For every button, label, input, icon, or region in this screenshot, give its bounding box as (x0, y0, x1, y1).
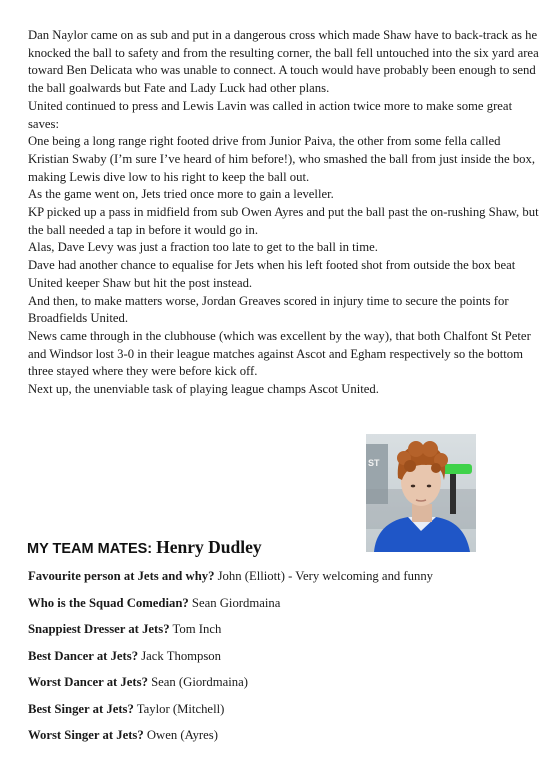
qa-answer: John (Elliott) - Very welcoming and funny (217, 569, 434, 583)
qa-question: Best Dancer at Jets? (28, 649, 139, 663)
report-paragraph: Dave had another chance to equalise for Jets when his left footed shot from outside the box beat United keeper Shaw but hit the post instead. (28, 258, 516, 290)
qa-answer: Owen (Ayres) (146, 728, 218, 742)
svg-text:ST: ST (368, 458, 380, 468)
match-report (28, 27, 543, 399)
player-name: Henry Dudley (156, 537, 262, 557)
qa-question: Favourite person at Jets and why? (28, 569, 215, 583)
qa-question: Worst Singer at Jets? (28, 728, 144, 742)
qa-answer: Sean Giordmaina (191, 596, 281, 610)
qa-answer: Sean (Giordmaina) (151, 675, 248, 689)
qa-question: Worst Dancer at Jets? (28, 675, 148, 689)
report-paragraph: One being a long range right footed drive from Junior Paiva, the other from some fella called Kristian Swaby (I’m sure I’ve heard of him before!), who smashed the ball from just inside the box, making Lewis dive low to his right to keep the ball out. (28, 134, 536, 184)
qa-item (28, 728, 218, 743)
report-paragraph: United continued to press and Lewis Lavin was called in action twice more to make some great saves: (28, 98, 513, 131)
qa-item (28, 622, 221, 637)
player-photo-illustration (366, 434, 476, 552)
qa-item (28, 569, 433, 584)
team-mates-heading (27, 537, 262, 558)
qa-question: Who is the Squad Comedian? (28, 596, 189, 610)
player-photo (366, 434, 476, 552)
qa-answer: Jack Thompson (141, 649, 221, 663)
report-paragraph: And then, to make matters worse, Jordan Greaves scored in injury time to secure the points for Broadfields United. (28, 293, 509, 326)
report-paragraph: Next up, the unenviable task of playing league champs Ascot United. (28, 382, 379, 397)
qa-item (28, 675, 248, 690)
report-paragraph: As the game went on, Jets tried once more to gain a leveller. (28, 187, 334, 202)
qa-question: Snappiest Dresser at Jets? (28, 622, 170, 636)
qa-item (28, 649, 221, 664)
qa-answer: Taylor (Mitchell) (136, 702, 225, 716)
qa-item (28, 596, 280, 611)
qa-question: Best Singer at Jets? (28, 702, 134, 716)
qa-item (28, 702, 224, 717)
qa-answer: Tom Inch (172, 622, 222, 636)
report-paragraph: News came through in the clubhouse (which was excellent by the way), that both Chalfont St Peter and Windsor lost 3-0 in their league matches against Ascot and Egham respectively so the bottom three stayed where they were before kick off. (28, 328, 531, 379)
report-paragraph: KP picked up a pass in midfield from sub Owen Ayres and put the ball past the on-rushing Shaw, but the ball needed a tap in before it would go in. (28, 205, 539, 237)
report-paragraph: Alas, Dave Levy was just a fraction too late to get to the ball in time. (28, 240, 378, 255)
heading-lead: MY TEAM MATES: (27, 541, 153, 557)
report-paragraph: Dan Naylor came on as sub and put in a dangerous cross which made Shaw have to back-track as he knocked the ball to safety and from the resulting corner, the ball fell untouched into the six yard area toward Ben Delicata who was unable to connect. A touch would have probably been enough to send the ball goalwards but Fate and Lady Luck had other plans. (28, 28, 539, 96)
